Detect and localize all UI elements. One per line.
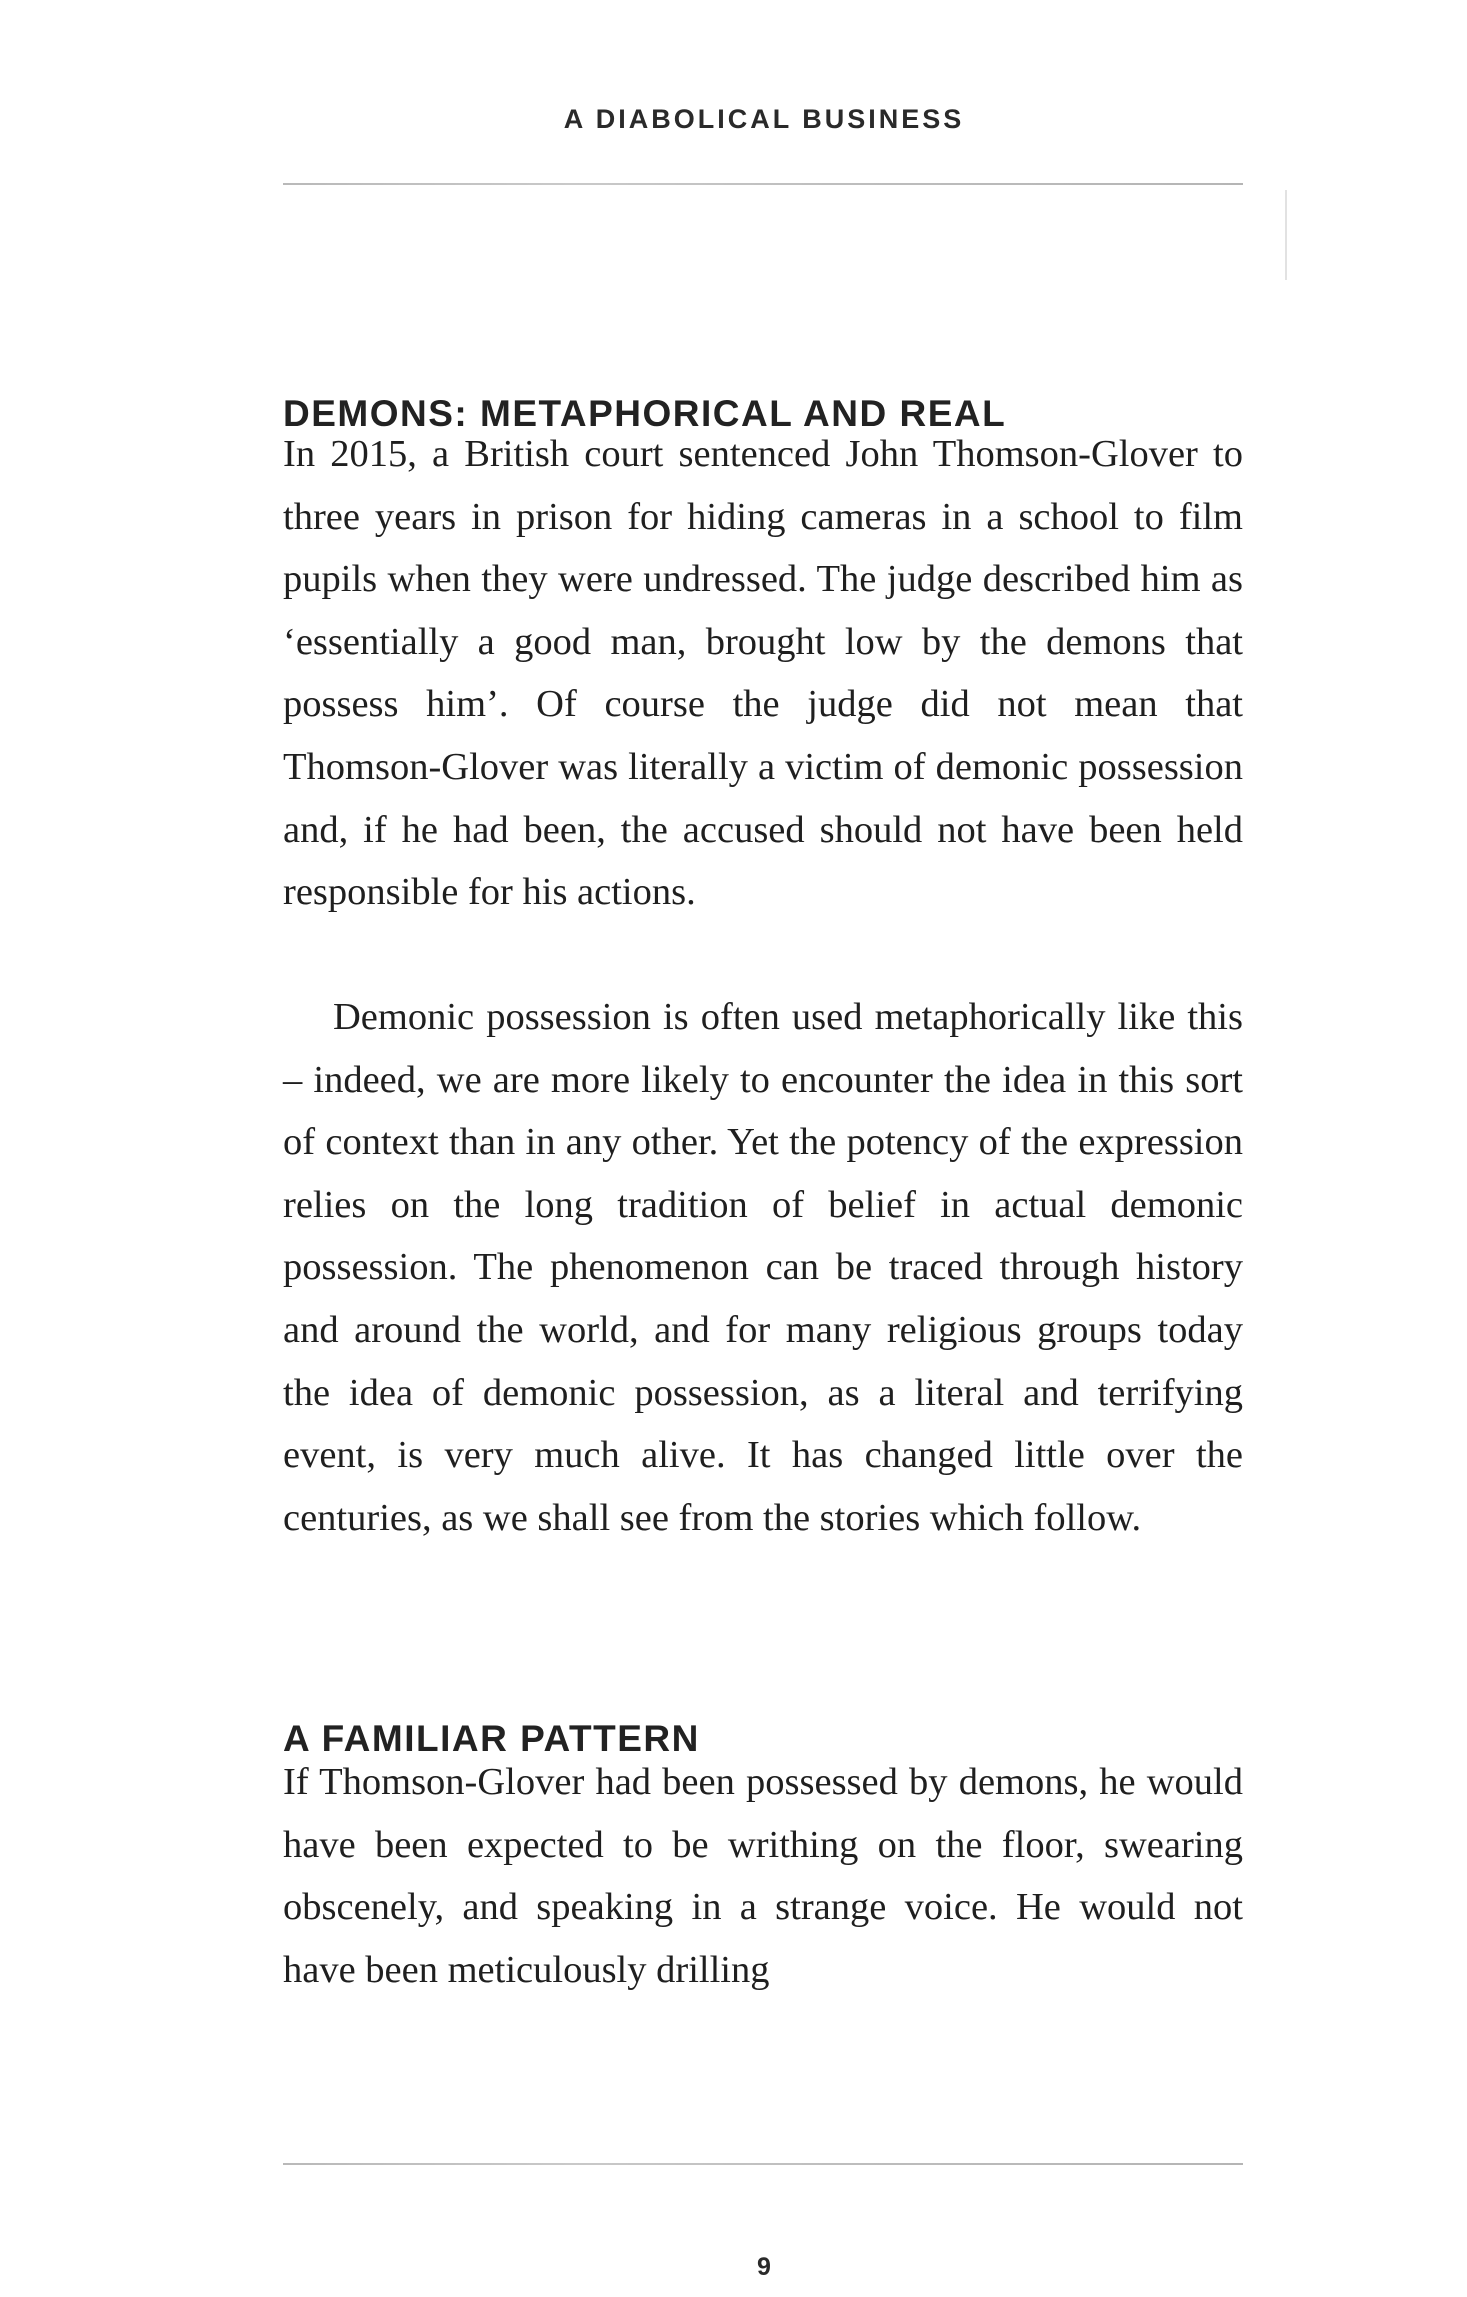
body-paragraph: In 2015, a British court sentenced John Thomson-Glover to three years in prison for hiding cameras in a school to film pupils when they were undressed. The judge described him as ‘essentially a good man, brought low by the demons that possess him’. Of course the judge did not mean that Thomson-Glover was literally a victim of demonic possession and, if he had been, the accused should not have been held responsible for his actions. <box>283 433 1243 914</box>
running-header: A DIABOLICAL BUSINESS <box>563 104 965 134</box>
body-paragraph: Demonic possession is often used metaphorically like this – indeed, we are more likely to encounter the idea in this sort of context than in any other. Yet the potency of the expression relies on the long tradition of belief in actual demonic possession. The phenomenon can be traced through history and around the world, and for many religious groups today the idea of demonic possession, as a literal and terrifying event, is very much alive. It has changed little over the centuries, as we shall see from the stories which follow. <box>283 996 1243 1539</box>
section-heading-demons: DEMONS: METAPHORICAL AND REAL <box>283 392 1007 434</box>
section-heading-familiar-pattern: A FAMILIAR PATTERN <box>283 1717 700 1759</box>
page-edge-mark <box>1285 190 1287 280</box>
body-paragraph: If Thomson-Glover had been possessed by demons, he would have been expected to be writhing on the floor, swearing obscenely, and speaking in a strange voice. He would not have been meticulously drilling <box>283 1761 1243 1991</box>
page-number: 9 <box>757 2253 771 2281</box>
footer-rule <box>283 2163 1243 2165</box>
header-rule <box>283 183 1243 185</box>
